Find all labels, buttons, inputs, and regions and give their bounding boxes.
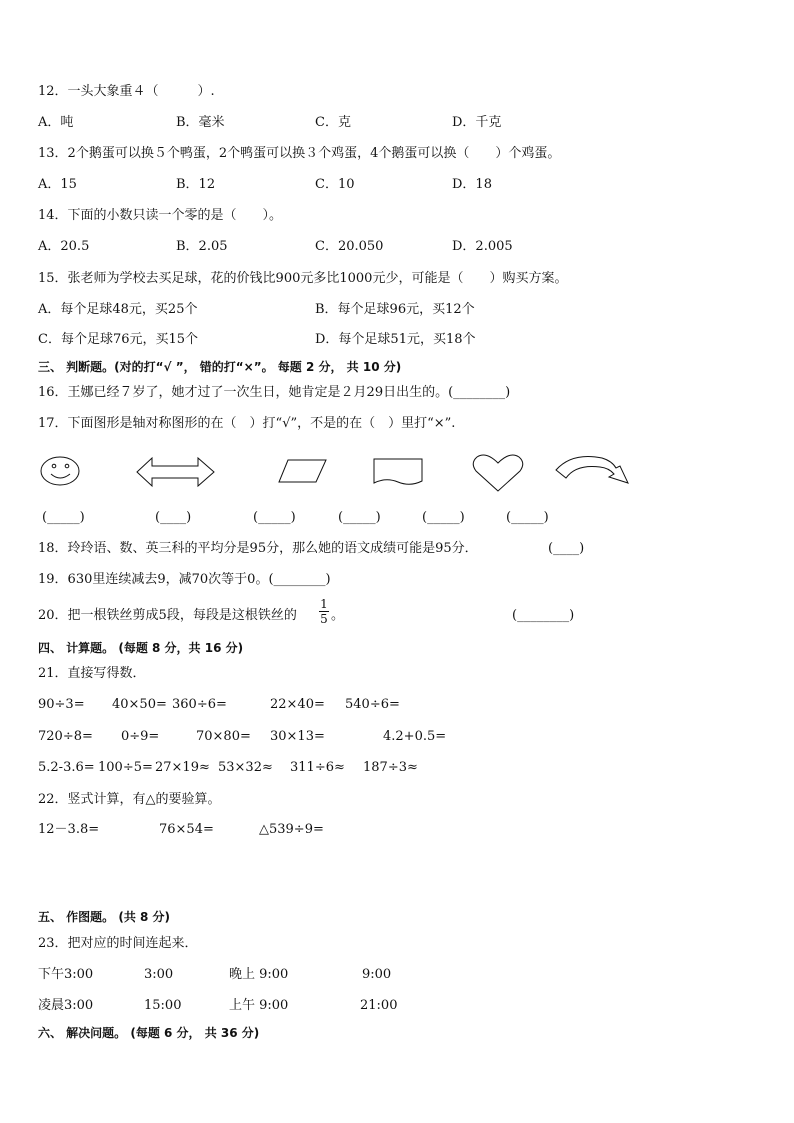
q17-blank-4[interactable]: (_____) xyxy=(338,510,381,525)
q12-option-a: A．吨 xyxy=(38,115,74,130)
q17-blank-3[interactable]: (_____) xyxy=(253,510,296,525)
calc-3-5: 311÷6≈ xyxy=(290,760,345,775)
q13-stem: 13．2个鹅蛋可以换５个鸭蛋，2个鸭蛋可以换３个鸡蛋，4个鹅蛋可以换（ ）个鸡蛋。 xyxy=(38,146,561,161)
time-1-3: 晚上 9:00 xyxy=(229,967,289,982)
q15-option-c: C．每个足球76元，买15个 xyxy=(38,332,199,347)
flag-shape-icon xyxy=(372,457,424,487)
section-5-title: 五、 作图题。 (共 8 分) xyxy=(38,910,171,924)
q20-fraction xyxy=(319,598,329,625)
q12-stem: 12．一头大象重４（ ）. xyxy=(38,84,215,99)
heart-icon xyxy=(472,453,524,493)
q13-option-a: A．15 xyxy=(38,177,77,192)
time-1-2: 3:00 xyxy=(144,967,174,982)
q22-item-2: 76×54= xyxy=(159,822,214,837)
curved-arrow-icon xyxy=(554,450,632,486)
calc-1-3: 360÷6= xyxy=(172,697,227,712)
q15-option-b: B．每个足球96元，买12个 xyxy=(315,302,475,317)
fraction-numerator: 1 xyxy=(320,597,328,611)
time-2-2: 15:00 xyxy=(144,998,182,1013)
q22-text: 22．竖式计算，有△的要验算。 xyxy=(38,792,221,807)
calc-3-4: 53×32≈ xyxy=(218,760,273,775)
calc-3-3: 27×19≈ xyxy=(155,760,210,775)
q13-option-c: C．10 xyxy=(315,177,355,192)
calc-2-3: 70×80= xyxy=(196,729,251,744)
parallelogram-icon xyxy=(278,459,328,483)
q18-blank[interactable]: (____) xyxy=(548,541,585,556)
calc-1-4: 22×40= xyxy=(270,697,325,712)
time-2-3: 上午 9:00 xyxy=(229,998,289,1013)
q20-text: 20．把一根铁丝剪成5段，每段是这根铁丝的 xyxy=(38,608,297,623)
q20-blank[interactable]: (________) xyxy=(512,608,575,623)
calc-1-1: 90÷3= xyxy=(38,697,85,712)
q17-blank-2[interactable]: (____) xyxy=(155,510,192,525)
smiley-face-icon xyxy=(40,455,82,487)
q14-option-a: A．20.5 xyxy=(38,239,90,254)
q21-text: 21．直接写得数． xyxy=(38,666,146,681)
calc-1-5: 540÷6= xyxy=(345,697,400,712)
q15-option-a: A．每个足球48元，买25个 xyxy=(38,302,198,317)
q18-text: 18．玲玲语、数、英三科的平均分是95分，那么她的语文成绩可能是95分． xyxy=(38,541,478,556)
q14-option-b: B．2.05 xyxy=(176,239,228,254)
q17-text: 17．下面图形是轴对称图形的在（ ）打“√”，不是的在（ ）里打“×”. xyxy=(38,416,456,431)
calc-2-5: 4.2+0.5= xyxy=(383,729,447,744)
q16-text: 16．王娜已经７岁了，她才过了一次生日，她肯定是２月29日出生的。(________) xyxy=(38,385,511,400)
time-1-1: 下午3:00 xyxy=(38,967,94,982)
q17-blank-6[interactable]: (_____) xyxy=(506,510,549,525)
q22-item-3: △539÷9= xyxy=(259,822,324,837)
calc-2-2: 0÷9= xyxy=(121,729,160,744)
section-6-title: 六、 解决问题。 (每题 6 分， 共 36 分) xyxy=(38,1026,260,1040)
q14-stem: 14．下面的小数只读一个零的是（ ）。 xyxy=(38,208,283,223)
q17-blank-5[interactable]: (_____) xyxy=(422,510,465,525)
q12-option-b: B．毫米 xyxy=(176,115,225,130)
q14-option-d: D．2.005 xyxy=(452,239,513,254)
calc-3-1: 5.2-3.6= xyxy=(38,760,95,775)
fraction-denominator: 5 xyxy=(320,612,328,626)
calc-2-1: 720÷8= xyxy=(38,729,93,744)
q19-text: 19．630里连续减去9，减70次等于0。(________) xyxy=(38,572,331,587)
q15-stem: 15．张老师为学校去买足球，花的价钱比900元多比1000元少，可能是（ ）购买方案。 xyxy=(38,271,568,286)
q14-option-c: C．20.050 xyxy=(315,239,384,254)
calc-1-2: 40×50= xyxy=(112,697,167,712)
q23-text: 23．把对应的时间连起来． xyxy=(38,936,198,951)
calc-3-6: 187÷3≈ xyxy=(363,760,418,775)
time-2-1: 凌晨3:00 xyxy=(38,998,94,1013)
q12-option-c: C．克 xyxy=(315,115,351,130)
double-arrow-icon xyxy=(136,456,216,488)
section-3-title: 三、 判断题。(对的打“√ ”， 错的打“×”。 每题 2 分， 共 10 分) xyxy=(38,360,402,374)
q13-option-b: B．12 xyxy=(176,177,216,192)
q20-text-end: 。 xyxy=(331,608,345,623)
time-2-4: 21:00 xyxy=(360,998,398,1013)
calc-2-4: 30×13= xyxy=(270,729,325,744)
calc-3-2: 100÷5= xyxy=(98,760,153,775)
q17-blank-1[interactable]: (_____) xyxy=(42,510,85,525)
q12-option-d: D．千克 xyxy=(452,115,502,130)
q22-item-1: 12－3.8= xyxy=(38,822,100,837)
section-4-title: 四、 计算题。 (每题 8 分，共 16 分) xyxy=(38,641,244,655)
time-1-4: 9:00 xyxy=(362,967,392,982)
q15-option-d: D．每个足球51元，买18个 xyxy=(315,332,476,347)
q13-option-d: D．18 xyxy=(452,177,492,192)
